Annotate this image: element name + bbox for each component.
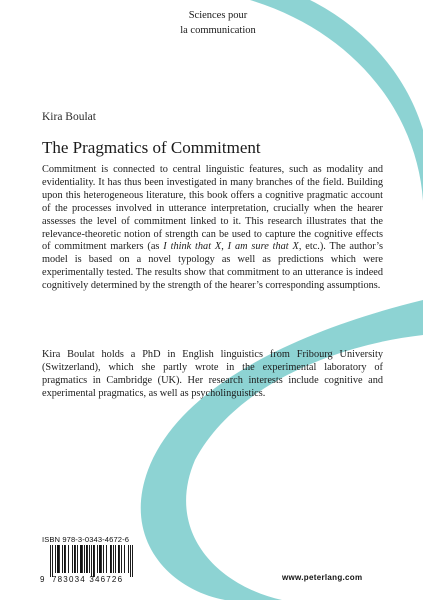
barcode-bar xyxy=(64,545,66,573)
barcode-bar xyxy=(124,545,125,573)
barcode-bar xyxy=(106,545,107,573)
barcode-bar xyxy=(113,545,114,573)
publisher-url[interactable]: www.peterlang.com xyxy=(282,573,363,582)
blurb-italic-2: I am sure that X xyxy=(227,241,299,253)
barcode-bar xyxy=(74,545,76,573)
series-line-1: Sciences pour xyxy=(188,10,248,21)
barcode-bar xyxy=(68,545,69,573)
barcode-bar xyxy=(50,545,51,577)
barcode-bar xyxy=(93,545,95,577)
barcode-bar xyxy=(91,545,92,577)
barcode-bar xyxy=(55,545,56,573)
series-line-2: la communication xyxy=(180,25,256,36)
barcode-bar xyxy=(128,545,129,573)
blurb-italic-1: I think that X xyxy=(163,241,222,253)
isbn-text: ISBN 978-3-0343-4672-6 xyxy=(42,535,130,544)
barcode xyxy=(40,545,146,585)
barcode-bar xyxy=(77,545,78,573)
swirl-lower-band xyxy=(141,300,423,600)
author-name: Kira Boulat xyxy=(42,111,96,123)
barcode-bar xyxy=(118,545,120,573)
author-bio: Kira Boulat holds a PhD in English linguistics from Fribourg University (Switzerland), which she partly wrote in the experimental laboratory of pragmatics in Cambridge (UK). Her research interests include cognitive and experimental pragmatics, as well as psycholinguistics. xyxy=(42,349,383,399)
barcode-bar xyxy=(130,545,131,577)
blurb-separator: , xyxy=(221,241,228,253)
barcode-bar xyxy=(86,545,88,573)
barcode-bar xyxy=(84,545,85,573)
barcode-bar xyxy=(62,545,63,573)
barcode-bar xyxy=(99,545,102,573)
barcode-digits: 783034 346726 xyxy=(52,575,124,584)
blurb-part-2: , etc.). The author’s model is based on a novel typology as well as predictions which were experimentally tested. The results show that commitment to an utterance is indeed cognitively determined by the strength of the hearer’s corresponding assumptions. xyxy=(42,241,383,292)
barcode-bar xyxy=(115,545,116,573)
barcode-bar xyxy=(80,545,83,573)
blurb-part-1: Commitment is connected to central linguistic features, such as modality and evidentiality. It has thus been investigated in many branches of the field. Building upon this heterogeneous literature, this book offers a cognitive pragmatic account of the processes involved in utterance interpretation, crucially when the hearer assesses the level of commitment linked to it. This research illustrates that the relevance-theoretic notion of strength can be used to capture the cognitive effects of commitment markers (as xyxy=(42,164,383,253)
barcode-bar xyxy=(52,545,53,577)
barcode-bar xyxy=(72,545,73,573)
barcode-bar xyxy=(57,545,60,573)
barcode-lead-digit: 9 xyxy=(40,575,45,584)
barcode-bar xyxy=(103,545,104,573)
series-title xyxy=(172,8,264,38)
barcode-bar xyxy=(132,545,133,577)
barcode-bar xyxy=(121,545,122,573)
barcode-bar xyxy=(110,545,112,573)
barcode-bar xyxy=(89,545,90,573)
book-blurb xyxy=(42,164,383,293)
book-title: The Pragmatics of Commitment xyxy=(42,138,261,157)
barcode-bars xyxy=(50,545,144,577)
barcode-bar xyxy=(97,545,98,573)
